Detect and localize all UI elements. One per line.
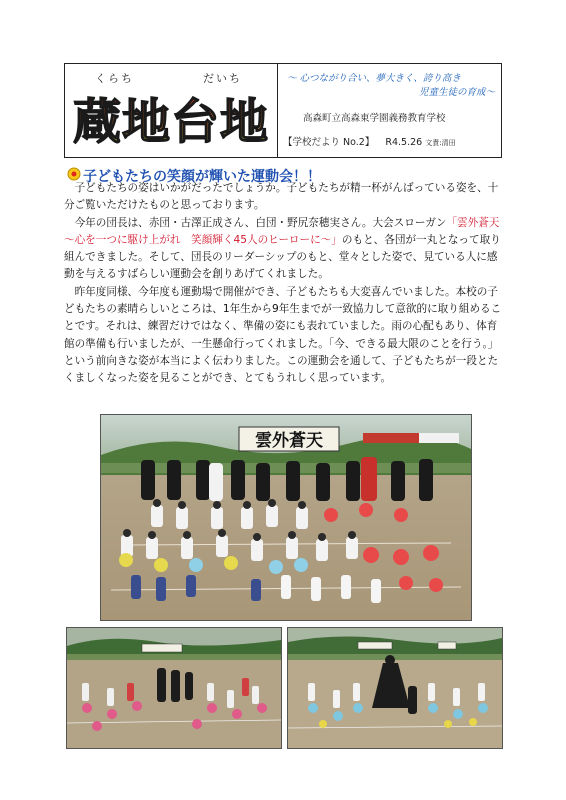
title-box [65, 64, 278, 157]
title-logo [71, 86, 271, 148]
article-headline: 子どもたちの笑顔が輝いた運動会！！ [83, 169, 321, 185]
performance-photo-left-image [67, 628, 281, 748]
paragraph-3: 昨年度同様、今年度も運動場で開催ができ、子どもたちも大変喜んでいました。本校の子どもたちの素晴らしいところは、1年生から9年生までが一致協力して意欲的に取り組めることです。それは、練習だけではなく、準備の姿にも表れていました。雨の心配もあり、体育館の準備も行いましたが、一生懸命行ってくれました。「今、できる最大限のことを行う。」という前向きな姿が本当によく伝わりました。この運動会を通して、子どもたちが一段とたくましくなった姿を見ることができ、とてもうれしく思っています。 [64, 285, 502, 385]
performance-photo-right [287, 627, 503, 749]
performance-photo-right-image [288, 628, 502, 748]
paragraph-2-b: のもと、各団が一丸となって取り組んできました。そして、団長のリーダーシップのもと、堂々とした姿で、見ている人に感動を与えるすばらしい運動会を創りあげてくれました。 [64, 233, 501, 281]
title-text: 蔵地台地 [72, 94, 270, 148]
issue-author: 文責:清田 [425, 139, 456, 147]
paragraph-1: 子どもたちの姿はいかがだったでしょうか。子どもたちが精一杯がんばっている姿を、十分ご覧いただけたものと思っております。 [64, 182, 499, 212]
issue-label: 【学校だより No.2】 [283, 137, 375, 148]
issue-info [283, 134, 456, 148]
article-body [64, 180, 502, 388]
event-slogan: 「雲外蒼天～心を一つに駆け上がれ 笑顔輝く45人のヒーローに～」 [64, 216, 500, 246]
group-photo-image [101, 415, 471, 620]
banner-text: 雲外蒼天 [255, 431, 323, 451]
masthead [64, 63, 502, 158]
title-reading-1: くらち [95, 72, 134, 85]
school-slogan [287, 72, 497, 100]
slogan-line-2: 児童生徒の育成～ [418, 87, 495, 98]
issue-date: R4.5.26 [385, 137, 423, 148]
school-name: 高森町立高森東学園義務教育学校 [303, 113, 446, 124]
title-reading-2: だいち [203, 72, 242, 85]
paragraph-2 [64, 215, 502, 284]
slogan-line-1: ～ 心つながり合い、夢大きく、誇り高き [287, 73, 461, 84]
paragraph-2-a: 今年の団長は、赤団・古澤正成さん、白団・野尻奈穂実さん。大会スローガン [74, 216, 447, 229]
bullet-icon [67, 167, 81, 181]
group-photo [100, 414, 472, 621]
performance-photo-left [66, 627, 282, 749]
